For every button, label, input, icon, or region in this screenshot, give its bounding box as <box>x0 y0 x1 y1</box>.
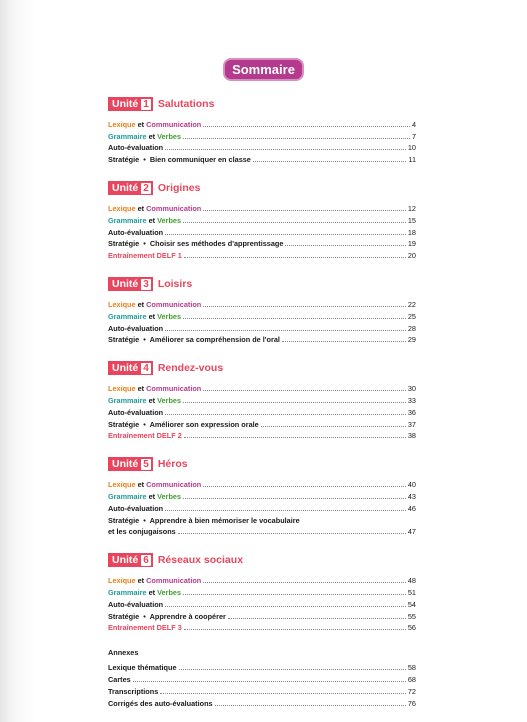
annex-page-number: 68 <box>407 674 416 684</box>
toc-entry[interactable] <box>108 393 416 405</box>
toc-entry-label <box>108 612 226 621</box>
toc-entry-label <box>108 132 181 141</box>
toc-page-number: 18 <box>407 227 416 237</box>
toc-page-number: 4 <box>411 119 416 129</box>
toc-entry[interactable] <box>108 621 416 633</box>
toc-entry-label-part: Entraînement DELF 3 <box>108 623 182 633</box>
unit-heading <box>108 456 416 472</box>
toc-entry-label <box>108 216 181 225</box>
unit-heading <box>108 552 416 568</box>
dot-leader <box>165 510 406 511</box>
toc-page-number: 43 <box>407 491 416 501</box>
toc-entry-label <box>108 504 163 513</box>
toc-entry-label-part: et <box>146 311 158 321</box>
annex-page-number: 76 <box>407 698 416 708</box>
toc-page-number: 40 <box>407 480 416 490</box>
dot-leader <box>183 498 406 499</box>
toc-entry-label-part: Grammaire <box>108 491 147 501</box>
dot-leader <box>203 582 406 583</box>
toc-entry[interactable] <box>108 129 416 141</box>
toc-entry-label-part: Stratégie • Améliorer son expression orale <box>108 419 259 429</box>
unit-number: 6 <box>143 554 149 566</box>
dot-leader <box>183 318 406 319</box>
toc-page-number: 19 <box>407 239 416 249</box>
toc-entry[interactable] <box>108 225 416 237</box>
unit-number: 1 <box>143 98 149 110</box>
toc-entry-label-part: Verbes <box>157 491 182 501</box>
dot-leader <box>184 629 406 630</box>
toc-page-number: 33 <box>407 395 416 405</box>
dot-leader <box>183 222 406 223</box>
unit-block-3 <box>108 276 416 344</box>
toc-entry-label-part: et <box>135 480 147 490</box>
toc-page-number: 28 <box>407 323 416 333</box>
toc-entry-label <box>108 623 182 632</box>
toc-entry-label <box>108 155 251 164</box>
toc-entry-label <box>108 239 283 248</box>
dot-leader <box>183 138 410 139</box>
toc-entry-label <box>108 420 259 429</box>
table-of-contents <box>108 96 416 708</box>
annexes-heading: Annexes <box>108 648 139 658</box>
dot-leader <box>282 341 406 342</box>
toc-entry-label-part: et <box>135 299 147 309</box>
toc-entry[interactable] <box>108 429 416 441</box>
toc-entry[interactable] <box>108 609 416 621</box>
annex-entry-label: Cartes <box>108 674 131 684</box>
dot-leader <box>165 234 406 235</box>
dot-leader <box>203 486 406 487</box>
annex-entry[interactable] <box>108 696 416 708</box>
annex-page-number: 58 <box>407 663 416 673</box>
toc-entry[interactable] <box>108 381 416 393</box>
toc-entry-label-part: Communication <box>146 203 202 213</box>
toc-entry[interactable] <box>108 321 416 333</box>
dot-leader <box>165 414 406 415</box>
toc-page-number: 54 <box>407 599 416 609</box>
unit-block-5 <box>108 456 416 536</box>
toc-entry[interactable] <box>108 333 416 345</box>
toc-entry[interactable] <box>108 141 416 153</box>
toc-entry-label <box>108 324 163 333</box>
toc-entry[interactable] <box>108 309 416 321</box>
unit-badge <box>108 277 153 291</box>
unit-title: Héros <box>157 458 188 471</box>
toc-entry-label <box>108 143 163 152</box>
toc-entry-label <box>108 204 201 213</box>
toc-entry-label-part: Auto-évaluation <box>108 599 164 609</box>
toc-page-number: 7 <box>411 131 416 141</box>
dot-leader <box>203 126 410 127</box>
unit-number: 5 <box>143 458 149 470</box>
toc-entry-label <box>108 431 182 440</box>
toc-entry-label <box>108 600 163 609</box>
unit-badge <box>108 97 153 111</box>
toc-entry[interactable] <box>108 417 416 429</box>
dot-leader <box>160 693 406 694</box>
annex-entry-label: Transcriptions <box>108 686 159 696</box>
toc-page-number: 10 <box>407 143 416 153</box>
toc-entry[interactable] <box>108 513 416 525</box>
annex-entry[interactable] <box>108 684 416 696</box>
toc-page-number: 37 <box>407 419 416 429</box>
dot-leader <box>183 402 406 403</box>
unit-block-1 <box>108 96 416 164</box>
dot-leader <box>178 533 406 534</box>
unit-badge <box>108 361 153 375</box>
toc-entry-label-part: et <box>146 395 158 405</box>
toc-page-number: 29 <box>407 335 416 345</box>
toc-entry-label-part: Verbes <box>157 215 182 225</box>
unit-badge <box>108 553 153 567</box>
unit-badge-label: Unité <box>112 98 139 110</box>
toc-page-number: 51 <box>407 587 416 597</box>
toc-entry-label-part: Entraînement DELF 2 <box>108 431 182 441</box>
toc-page-number: 22 <box>407 299 416 309</box>
toc-entry-label-part: Lexique <box>108 384 136 394</box>
toc-entry-label-part: Auto-évaluation <box>108 503 164 513</box>
toc-entry-label-part: Lexique <box>108 119 136 129</box>
toc-page-number: 47 <box>407 527 416 537</box>
unit-number: 4 <box>143 362 149 374</box>
toc-entry-label-part: Lexique <box>108 299 136 309</box>
toc-entry-label-part: et <box>146 215 158 225</box>
toc-entry[interactable] <box>108 117 416 129</box>
toc-entry-label <box>108 588 181 597</box>
toc-entry-label <box>108 576 201 585</box>
toc-page-number: 36 <box>407 407 416 417</box>
toc-entry-label-part: et <box>135 384 147 394</box>
dot-leader <box>183 594 406 595</box>
dot-leader <box>165 330 406 331</box>
toc-entry-label <box>108 120 201 129</box>
toc-page-number: 11 <box>408 155 416 165</box>
toc-entry-label-part: Grammaire <box>108 587 147 597</box>
toc-entry-label-part: Auto-évaluation <box>108 227 164 237</box>
toc-entry-label-part: Lexique <box>108 576 136 586</box>
toc-page-number: 30 <box>407 384 416 394</box>
toc-page-number: 38 <box>407 431 416 441</box>
toc-entry-label-part: Communication <box>146 576 202 586</box>
toc-entry-label <box>108 480 201 489</box>
unit-block-6 <box>108 552 416 632</box>
toc-page-number: 25 <box>407 311 416 321</box>
toc-entry[interactable] <box>108 248 416 260</box>
toc-entry-label-part: Auto-évaluation <box>108 407 164 417</box>
unit-badge-label: Unité <box>112 554 139 567</box>
toc-entry-label-part: Auto-évaluation <box>108 143 164 153</box>
unit-heading <box>108 96 416 112</box>
annex-entry-label: Lexique thématique <box>108 663 177 673</box>
toc-page-number: 15 <box>407 215 416 225</box>
dot-leader <box>165 149 406 150</box>
toc-entry[interactable] <box>108 152 416 164</box>
unit-title: Salutations <box>157 98 215 110</box>
toc-entry-label <box>108 228 163 237</box>
toc-entry-label <box>108 492 181 501</box>
toc-page-number: 46 <box>407 503 416 513</box>
unit-heading <box>108 180 416 196</box>
unit-badge-label: Unité <box>112 278 139 291</box>
dot-leader <box>261 426 406 427</box>
dot-leader <box>228 618 406 619</box>
toc-entry-label-part: Grammaire <box>108 215 147 225</box>
toc-entry-label-part: Grammaire <box>108 395 147 405</box>
dot-leader <box>203 306 406 307</box>
toc-entry-label-part: Communication <box>146 299 202 309</box>
toc-entry-label-part: Communication <box>146 384 202 394</box>
toc-entry-label <box>108 384 201 393</box>
toc-entry-label-part: et <box>135 203 147 213</box>
toc-entry[interactable] <box>108 525 416 537</box>
toc-entry[interactable] <box>108 237 416 249</box>
dot-leader <box>215 705 406 706</box>
toc-entry-label-part: Stratégie • Apprendre à coopérer <box>108 611 226 621</box>
toc-entry-label-part: Communication <box>146 119 202 129</box>
toc-entry-label-part: Grammaire <box>108 311 147 321</box>
unit-number: 3 <box>143 278 149 290</box>
toc-entry-label-part: Stratégie • Apprendre à bien mémoriser le vocabulaire <box>108 515 300 525</box>
dot-leader <box>133 681 406 682</box>
toc-entry-label-part: Verbes <box>157 395 182 405</box>
dot-leader <box>179 669 406 670</box>
toc-entry-label <box>108 251 182 260</box>
toc-entry-label <box>108 335 280 344</box>
dot-leader <box>203 210 406 211</box>
unit-title: Origines <box>157 182 201 195</box>
unit-badge-label: Unité <box>112 182 139 195</box>
unit-title: Réseaux sociaux <box>157 554 244 567</box>
unit-number: 2 <box>143 182 149 194</box>
toc-entry-label-part: et <box>146 131 158 141</box>
unit-badge <box>108 181 153 195</box>
unit-title: Loisirs <box>157 278 193 291</box>
dot-leader <box>203 390 406 391</box>
toc-entry-label-part: Entraînement DELF 1 <box>108 251 182 261</box>
toc-entry[interactable] <box>108 201 416 213</box>
toc-entry-label-part: Verbes <box>157 587 182 597</box>
toc-entry[interactable] <box>108 573 416 585</box>
toc-entry-label-part: Lexique <box>108 203 136 213</box>
toc-entry[interactable] <box>108 489 416 501</box>
dot-leader <box>184 437 406 438</box>
toc-entry-label-part: Communication <box>146 480 202 490</box>
unit-heading <box>108 276 416 292</box>
dot-leader <box>165 606 406 607</box>
toc-entry[interactable] <box>108 405 416 417</box>
toc-entry-label <box>108 408 163 417</box>
toc-entry-label-part: et <box>146 587 158 597</box>
toc-entry-label-part: Verbes <box>157 311 182 321</box>
toc-entry-label-part: Stratégie • Choisir ses méthodes d'apprentissage <box>108 239 284 249</box>
toc-entry-label-part: et <box>135 119 147 129</box>
title-wrap <box>0 58 527 81</box>
unit-title: Rendez-vous <box>157 362 224 375</box>
page-title: Sommaire <box>223 58 304 81</box>
toc-entry-label-part: et <box>135 576 147 586</box>
toc-entry-label-part: Lexique <box>108 480 136 490</box>
dot-leader <box>285 245 405 246</box>
toc-page-number: 12 <box>407 203 416 213</box>
toc-entry[interactable] <box>108 597 416 609</box>
toc-entry[interactable] <box>108 297 416 309</box>
dot-leader <box>253 161 407 162</box>
toc-entry[interactable] <box>108 501 416 513</box>
toc-entry-label <box>108 300 201 309</box>
unit-badge-label: Unité <box>112 362 139 375</box>
toc-entry-label <box>108 527 176 536</box>
toc-entry[interactable] <box>108 213 416 225</box>
toc-entry-label-part: Grammaire <box>108 131 147 141</box>
unit-block-2 <box>108 180 416 260</box>
toc-entry-label-part: Auto-évaluation <box>108 323 164 333</box>
toc-entry-label-part: et <box>146 491 158 501</box>
toc-entry-label <box>108 516 300 525</box>
toc-entry[interactable] <box>108 477 416 489</box>
toc-entry-label-part: Stratégie • Bien communiquer en classe <box>108 155 251 165</box>
toc-page-number: 55 <box>407 611 416 621</box>
toc-entry-label <box>108 312 181 321</box>
toc-entry-label <box>108 396 181 405</box>
toc-page-number: 56 <box>407 623 416 633</box>
toc-entry-label-part: Verbes <box>157 131 182 141</box>
annex-entry-label: Corrigés des auto-évaluations <box>108 698 213 708</box>
dot-leader <box>184 257 406 258</box>
annex-entry[interactable] <box>108 660 416 672</box>
unit-badge <box>108 457 153 471</box>
annexes-block <box>108 648 416 707</box>
unit-block-4 <box>108 360 416 440</box>
unit-badge-label: Unité <box>112 458 139 471</box>
annex-page-number: 72 <box>407 686 416 696</box>
toc-page-number: 20 <box>407 251 416 261</box>
toc-entry[interactable] <box>108 585 416 597</box>
toc-entry-label-part: Stratégie • Améliorer sa compréhension de l'oral <box>108 335 280 345</box>
toc-entry-label-part: et les conjugaisons <box>108 527 176 537</box>
toc-page-number: 48 <box>407 576 416 586</box>
unit-heading <box>108 360 416 376</box>
annex-entry[interactable] <box>108 672 416 684</box>
